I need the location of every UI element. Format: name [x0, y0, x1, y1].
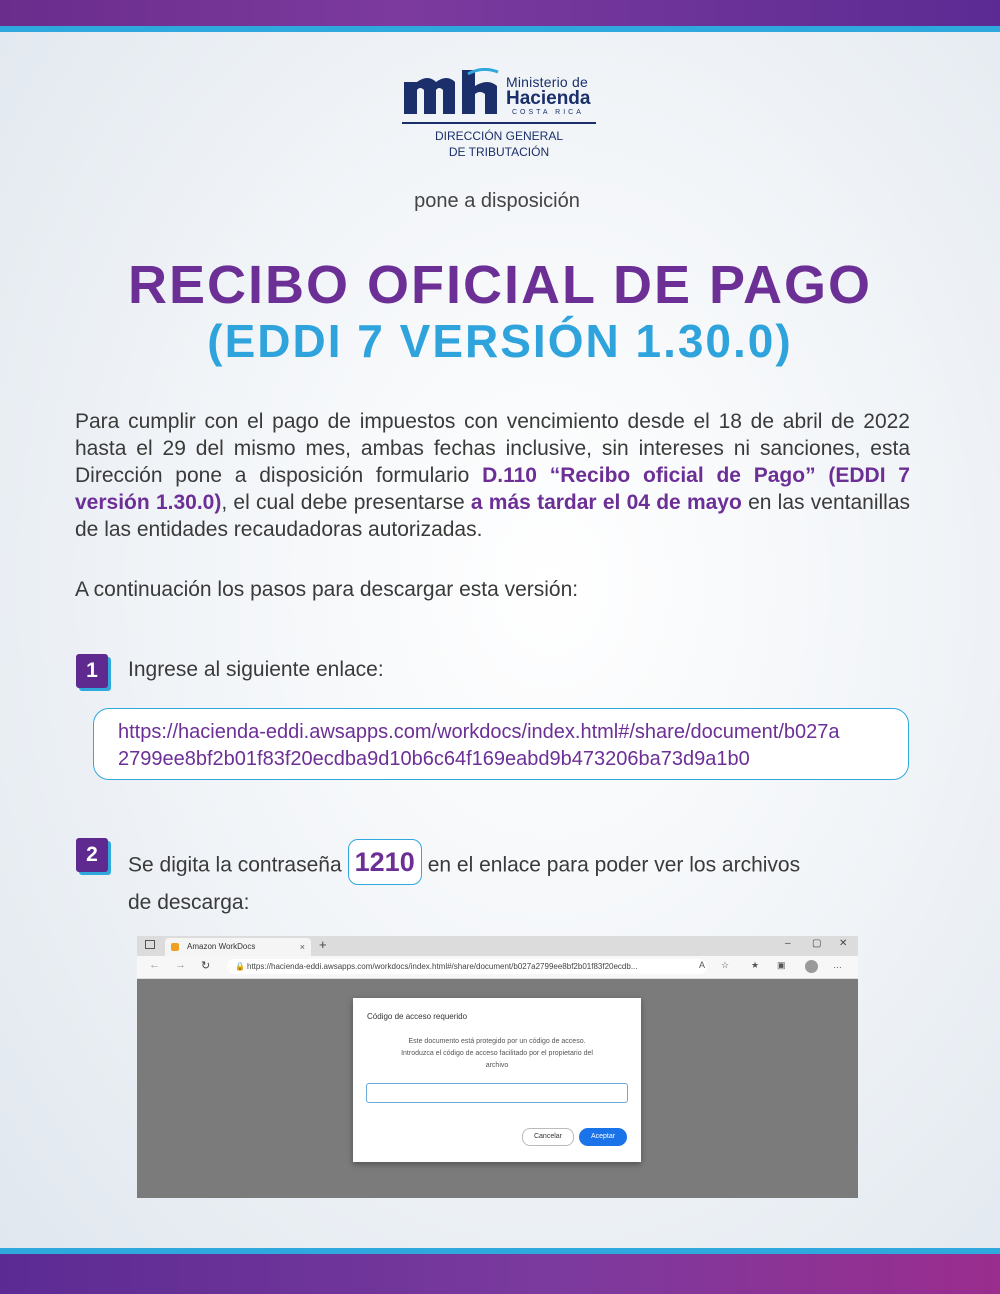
- address-bar-url: https://hacienda-eddi.awsapps.com/workdocs/index.html#/share/document/b027a2799ee8bf2b01f83f20ecdb...: [247, 962, 638, 971]
- tab-actions-icon: [145, 940, 155, 949]
- browser-tab: [165, 938, 311, 956]
- mh-logo-icon: [402, 68, 502, 116]
- top-accent-line: [0, 26, 1000, 32]
- refresh-icon: ↻: [201, 960, 211, 972]
- access-code-input: [366, 1083, 628, 1103]
- paragraph-text-3: en las ventanillas de las entidades recaudadoras autorizadas.: [75, 491, 910, 541]
- workdocs-favicon-icon: [171, 943, 179, 951]
- logo-subtitle-line1: DIRECCIÓN GENERAL: [434, 129, 564, 143]
- dialog-message-line2: Introduzca el código de acceso facilitado por el propietario del: [401, 1050, 593, 1057]
- dialog-message: [363, 1036, 631, 1072]
- ministerio-hacienda-logo: [402, 68, 602, 168]
- logo-line1: Ministerio de: [506, 74, 588, 90]
- page-subtitle: (EDDI 7 VERSIÓN 1.30.0): [207, 315, 793, 367]
- favorite-icon: ☆: [721, 960, 730, 970]
- paragraph-text-1: Para cumplir con el pago de impuestos con vencimiento desde el 18 de abril de 2022 hasta el 29 del mismo mes, ambas fechas inclusive, sin intereses ni sanciones, esta Dirección pone a disposición formulario: [75, 410, 910, 487]
- page-title: RECIBO OFICIAL DE PAGO: [127, 255, 873, 315]
- logo-line2: Hacienda: [506, 88, 591, 109]
- step-1-text: Ingrese al siguiente enlace:: [128, 658, 384, 681]
- step-2-text-line2: de descarga:: [128, 891, 250, 914]
- download-link-line2[interactable]: 2799ee8bf2b01f83f20ecdba9d10b6c64f169eabd9b473206ba73d9a1b0: [118, 748, 750, 770]
- logo-subtitle-line2: DE TRIBUTACIÓN: [448, 145, 550, 159]
- logo-line3: COSTA RICA: [512, 109, 584, 116]
- top-band: [0, 0, 1000, 26]
- dialog-cancel-button: Cancelar: [522, 1128, 574, 1146]
- minimize-icon: –: [785, 938, 791, 949]
- logo-divider: [402, 122, 596, 124]
- more-menu-icon: …: [833, 960, 842, 970]
- profile-avatar: [805, 960, 818, 973]
- lock-icon: 🔒: [235, 962, 245, 971]
- step-1-number: 1: [76, 654, 108, 688]
- paragraph-text-2: , el cual debe presentarse: [221, 491, 471, 514]
- browser-toolbar: [137, 956, 858, 979]
- back-icon: ←: [149, 959, 160, 971]
- paragraph-bold-form: D.110 “Recibo oficial de Pago” (EDDI 7 versión 1.30.0): [75, 464, 910, 514]
- paragraph-bold-deadline: a más tardar el 04 de mayo: [470, 491, 742, 514]
- dialog-title: Código de acceso requerido: [367, 1012, 468, 1021]
- address-bar: [227, 959, 707, 974]
- new-tab-icon: +: [319, 937, 327, 952]
- download-link-line1[interactable]: https://hacienda-eddi.awsapps.com/workdocs/index.html#/share/document/b027a: [118, 721, 840, 743]
- step-2-text-after: en el enlace para poder ver los archivos: [427, 853, 801, 877]
- browser-screenshot: [137, 936, 858, 1198]
- dialog-message-line3: archivo: [485, 1062, 509, 1069]
- logo-subtitle: [402, 128, 596, 160]
- download-link[interactable]: [93, 708, 909, 780]
- tab-close-icon: ×: [299, 942, 305, 952]
- main-paragraph: [75, 408, 910, 543]
- step-2-text-before: Se digita la contraseña: [128, 853, 342, 877]
- browser-tab-title: Amazon WorkDocs: [187, 942, 256, 951]
- dialog-message-line1: Este documento está protegido por un código de acceso.: [408, 1038, 586, 1045]
- forward-icon: →: [175, 959, 186, 971]
- bottom-band: [0, 1254, 1000, 1294]
- step-2-text: [128, 843, 888, 917]
- favorites-bar-icon: ★: [751, 960, 760, 970]
- maximize-icon: ▢: [812, 938, 822, 949]
- step-2-number: 2: [76, 838, 108, 872]
- read-aloud-icon: A: [699, 960, 706, 970]
- password-badge: 1210: [348, 839, 422, 885]
- browser-tab-bar: [137, 936, 858, 956]
- dialog-accept-button: Aceptar: [579, 1128, 627, 1146]
- window-close-icon: ✕: [839, 938, 848, 949]
- intro-text: pone a disposición: [414, 190, 580, 212]
- collections-icon: ▣: [777, 960, 786, 970]
- access-code-dialog: [353, 998, 641, 1162]
- steps-intro: A continuación los pasos para descargar esta versión:: [75, 578, 579, 601]
